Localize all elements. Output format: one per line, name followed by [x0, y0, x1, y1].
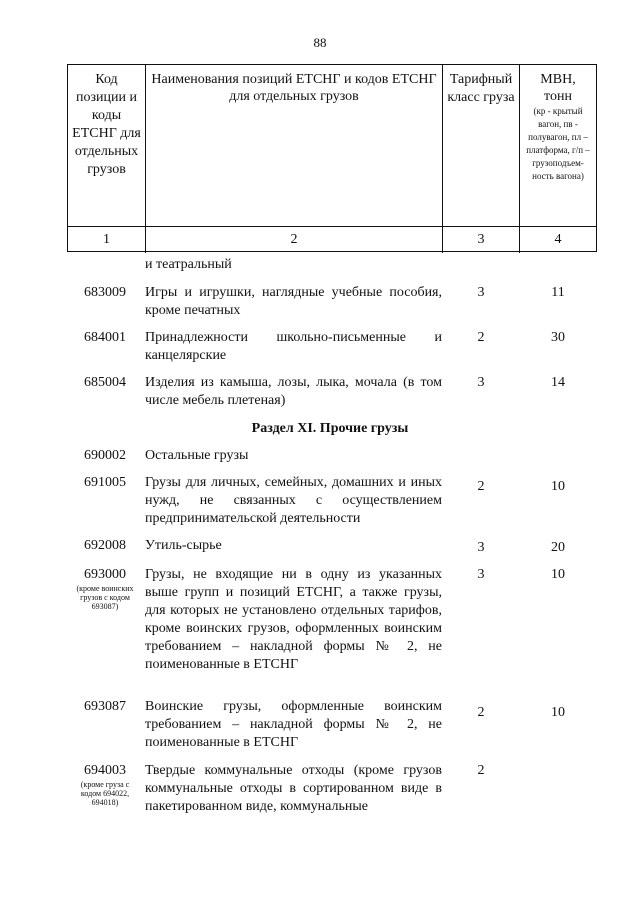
- row-mvn: 10: [551, 479, 565, 494]
- row-code-note: (кроме груза с кодом 694022, 694018): [80, 780, 130, 807]
- header-mvn-title: МВН, тонн: [540, 72, 576, 104]
- row-mvn: 10: [551, 705, 565, 720]
- header-num-3: 3: [443, 227, 520, 253]
- row-tariff: 3: [477, 540, 485, 555]
- row-code-number: 694003: [84, 763, 126, 778]
- row-code: 693087: [84, 699, 126, 714]
- row-code: 692008: [84, 538, 126, 553]
- row-code: 685004: [84, 375, 126, 390]
- header-code: Код позиции и коды ЕТСНГ для отдельных грузов: [68, 65, 146, 227]
- row-name: Твердые коммунальные отходы (кроме грузов коммунальные отходы в сортированном виде в пакетированном виде, коммунальные: [145, 763, 442, 814]
- row-name: Утиль-сырье: [145, 538, 222, 553]
- row-mvn: 20: [551, 540, 565, 555]
- row-code: 683009: [84, 285, 126, 300]
- row-name: Грузы, не входящие ни в одну из указанных выше групп и позиций ЕТСНГ, а также грузы, для которых не установлено отдельных тарифов, кроме воинских грузов, оформленных воинским требованием – накладной формы № 2, не поименованные в ЕТСНГ: [145, 567, 442, 672]
- row-tariff: 2: [477, 705, 485, 720]
- header-num-4: 4: [554, 232, 562, 247]
- row-name: Остальные грузы: [145, 448, 249, 463]
- page-number: 88: [313, 35, 327, 50]
- row-tariff: 3: [477, 375, 485, 390]
- row-name: Изделия из камыша, лозы, лыка, мочала (в том числе мебель плетеная): [145, 375, 442, 408]
- row-name: Грузы для личных, семейных, домашних и иных нужд, не связанных с осуществлением предпринимательской деятельности: [145, 475, 442, 526]
- row-name: и театральный: [145, 257, 232, 272]
- row-code: 684001: [84, 330, 126, 345]
- row-tariff: 3: [477, 285, 485, 300]
- header-tariff: Тарифный класс груза: [443, 65, 520, 227]
- row-code: 691005: [84, 475, 126, 490]
- row-code-number: 693000: [84, 567, 126, 582]
- header-mvn-note: (кр - крытый вагон, пв - полувагон, пл – платформа, г/п – грузоподъем-ность вагона): [526, 106, 590, 181]
- row-tariff: 2: [477, 479, 485, 494]
- row-tariff: 2: [477, 330, 485, 345]
- row-mvn: 10: [551, 567, 565, 582]
- row-code: [68, 762, 142, 807]
- row-tariff: 2: [477, 763, 485, 778]
- header-mvn: [520, 65, 596, 227]
- row-name: Игры и игрушки, наглядные учебные пособия, кроме печатных: [145, 285, 442, 318]
- row-mvn: 30: [551, 330, 565, 345]
- row-mvn: 14: [551, 375, 565, 390]
- row-tariff: 3: [477, 567, 485, 582]
- row-code-note: (кроме воинских грузов с кодом 693087): [76, 584, 134, 611]
- header-num-2: 2: [146, 227, 443, 253]
- header-num-1: 1: [68, 227, 146, 253]
- row-name: Принадлежности школьно-письменные и канцелярские: [145, 330, 442, 363]
- table-header: [67, 64, 597, 252]
- section-heading: Раздел XI. Прочие грузы: [251, 421, 409, 436]
- row-name: Воинские грузы, оформленные воинским требованием – накладной формы № 2, не поименованные в ЕТСНГ: [145, 699, 442, 750]
- header-name: Наименования позиций ЕТСНГ и кодов ЕТСНГ для отдельных грузов: [146, 65, 443, 227]
- row-code: 690002: [84, 448, 126, 463]
- row-code: [68, 566, 142, 611]
- row-mvn: 11: [551, 285, 565, 300]
